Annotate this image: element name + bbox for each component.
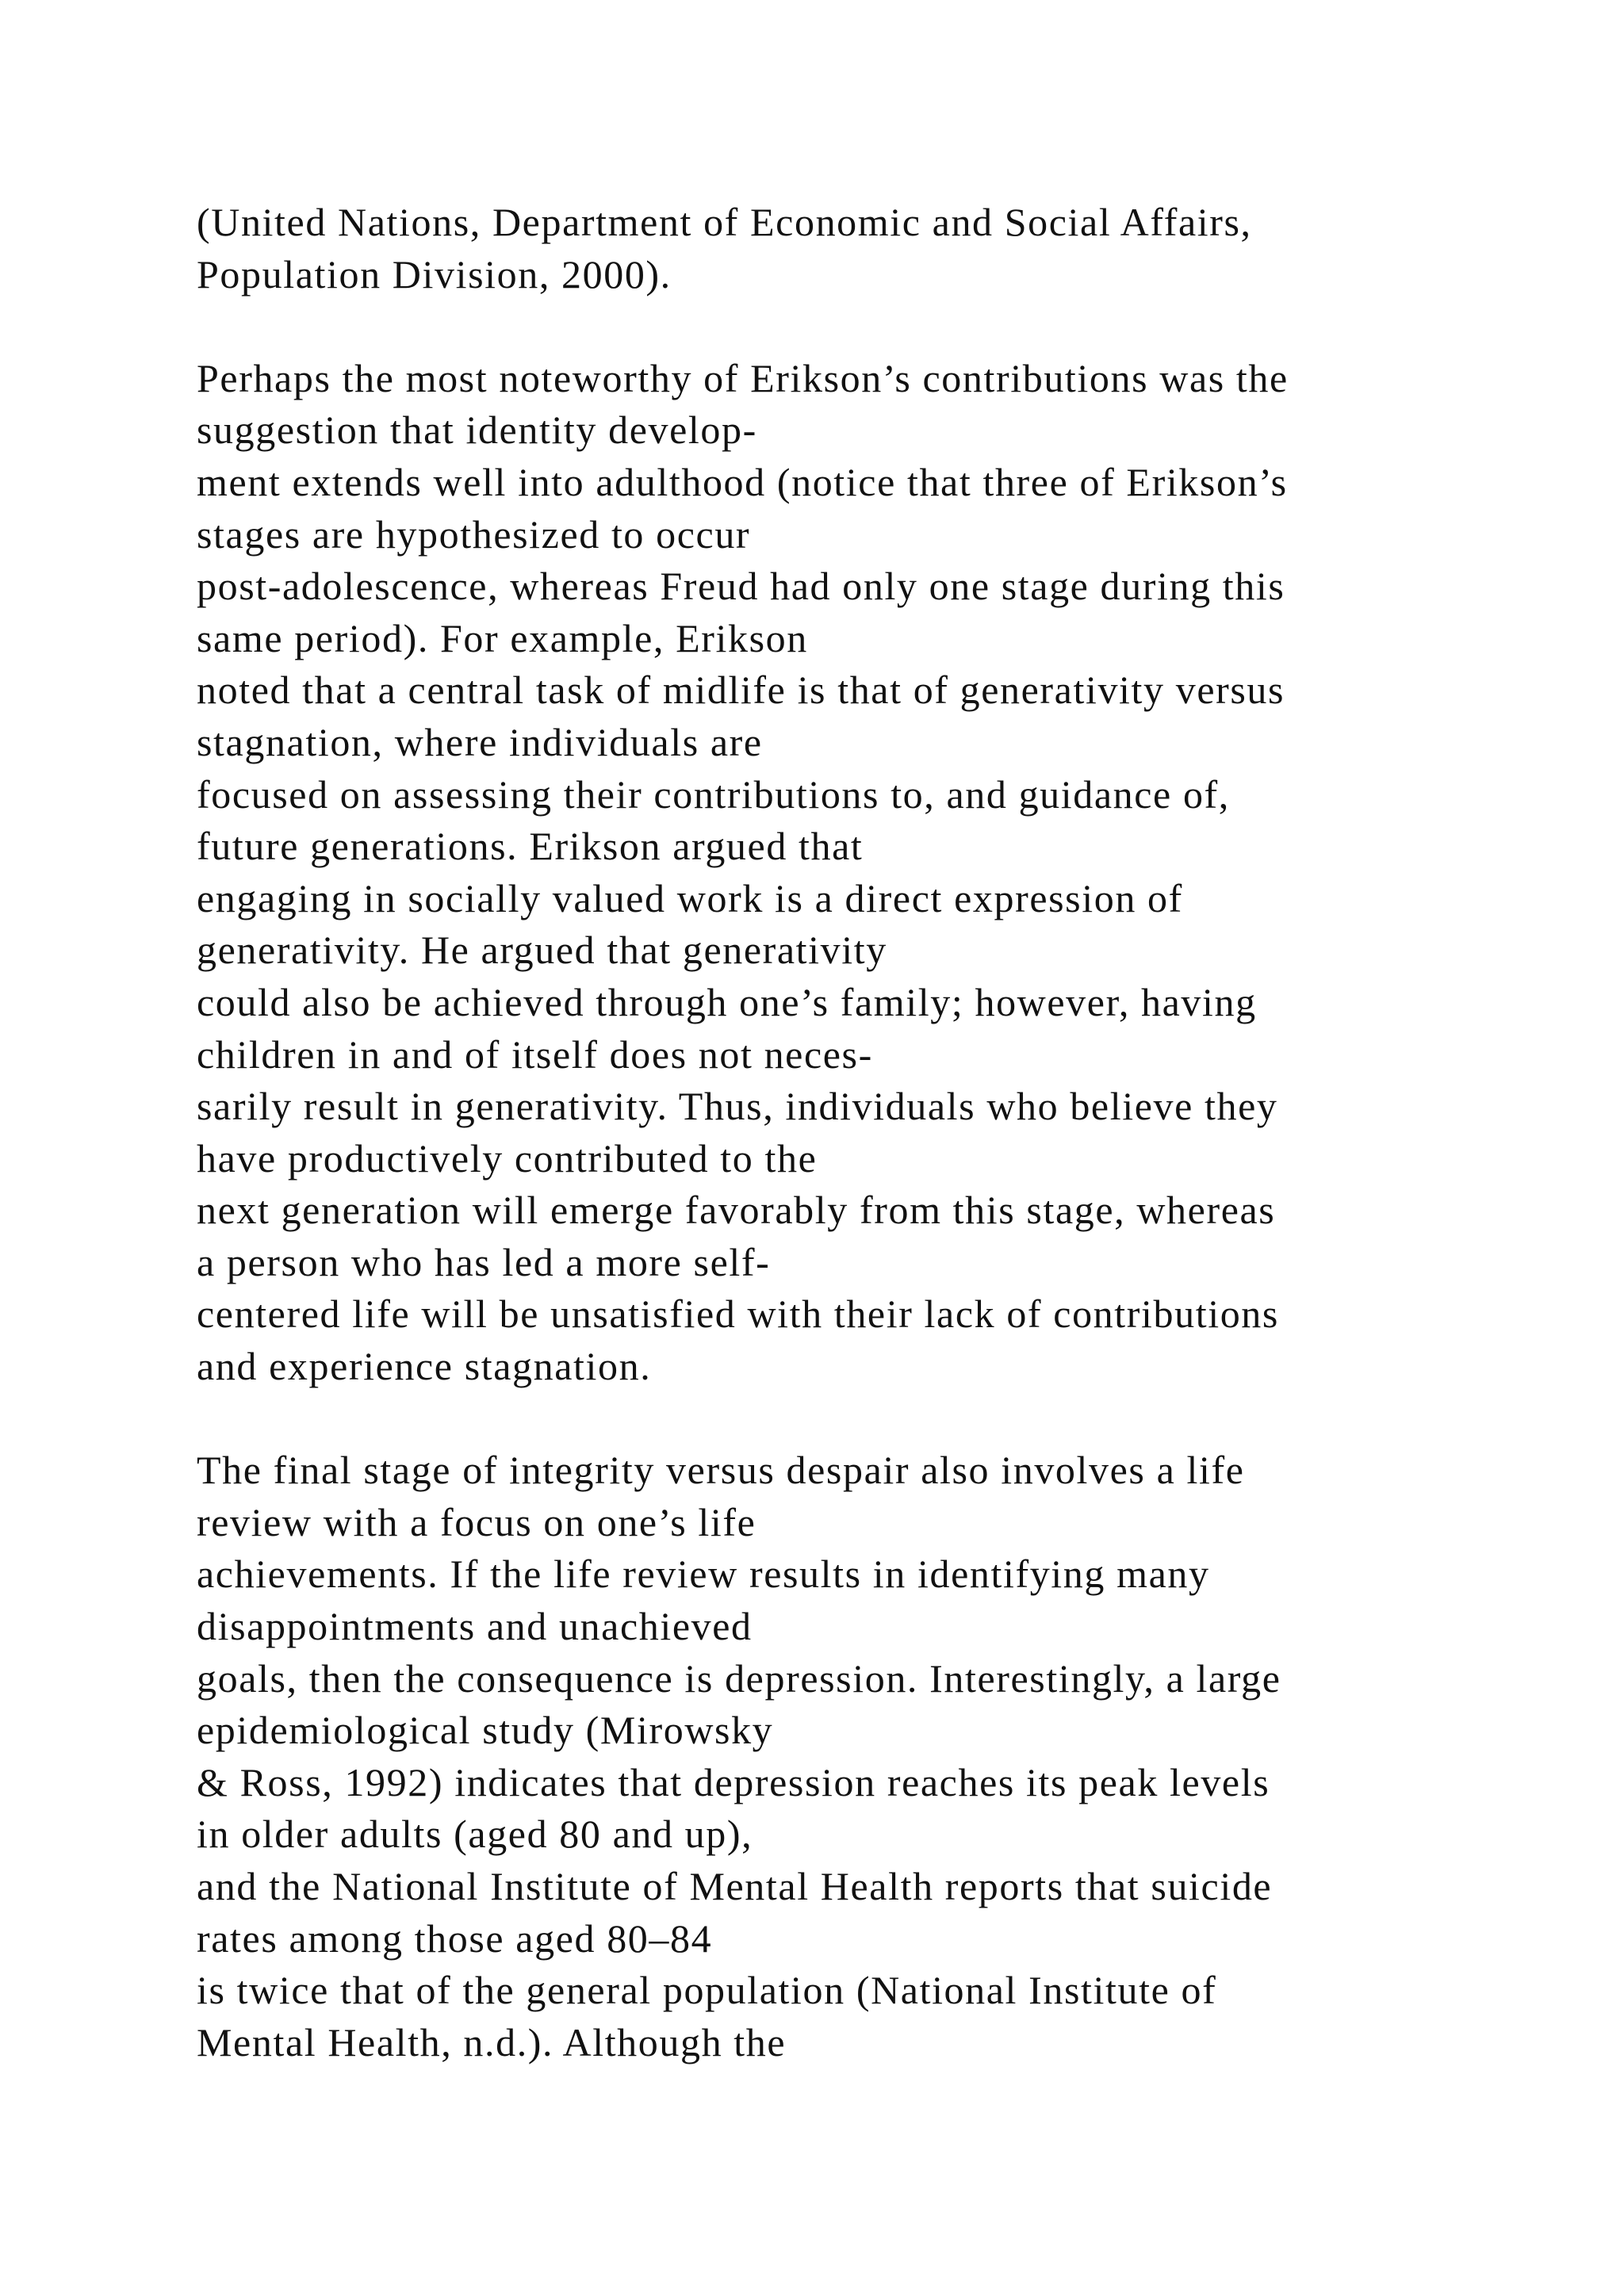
text-line: (United Nations, Department of Economic and Social Affairs, [197, 200, 1252, 244]
text-line: future generations. Erikson argued that [197, 824, 864, 869]
text-line: stagnation, where individuals are [197, 719, 763, 764]
text-line: and experience stagnation. [197, 1344, 652, 1389]
text-line: is twice that of the general population (National Institute of [197, 1968, 1217, 2013]
text-line: ment extends well into adulthood (notice that three of Erikson’s [197, 459, 1288, 504]
text-line: review with a focus on one’s life [197, 1499, 756, 1544]
text-line: focused on assessing their contributions to, and guidance of, [197, 771, 1230, 817]
text-line: a person who has led a more self- [197, 1239, 771, 1284]
text-line: rates among those aged 80–84 [197, 1915, 713, 1961]
paragraph [197, 353, 1497, 1393]
text-line: The final stage of integrity versus despair also involves a life [197, 1448, 1245, 1493]
text-line: and the National Institute of Mental Health reports that suicide [197, 1864, 1273, 1908]
text-line: Mental Health, n.d.). Although the [197, 2019, 787, 2064]
text-line: in older adults (aged 80 and up), [197, 1812, 753, 1857]
paragraph [197, 197, 1497, 300]
text-line: disappointments and unachieved [197, 1604, 753, 1649]
text-line: Perhaps the most noteworthy of Erikson’s contributions was the [197, 355, 1289, 400]
text-line: noted that a central task of midlife is that of generativity versus [197, 668, 1285, 713]
text-line: goals, then the consequence is depression. Interestingly, a large [197, 1655, 1281, 1701]
text-line: achievements. If the life review results in identifying many [197, 1552, 1210, 1597]
text-line: next generation will emerge favorably from this stage, whereas [197, 1188, 1276, 1233]
text-line: centered life will be unsatisfied with their lack of contributions [197, 1292, 1279, 1337]
text-line: stages are hypothesized to occur [197, 511, 751, 557]
paragraph [197, 1445, 1497, 2068]
text-line: & Ross, 1992) indicates that depression reaches its peak levels [197, 1759, 1270, 1804]
text-line: generativity. He argued that generativity [197, 928, 887, 973]
text-line: have productively contributed to the [197, 1135, 818, 1181]
text-line: post-adolescence, whereas Freud had only one stage during this [197, 564, 1285, 609]
paragraph-gap [197, 300, 1497, 353]
text-line: suggestion that identity develop- [197, 408, 757, 453]
text-line: children in and of itself does not neces- [197, 1031, 873, 1077]
text-line: engaging in socially valued work is a direct expression of [197, 875, 1183, 920]
text-line: Population Division, 2000). [197, 251, 672, 297]
document-body [197, 197, 1497, 2068]
text-line: same period). For example, Erikson [197, 615, 808, 660]
text-line: sarily result in generativity. Thus, individuals who believe they [197, 1084, 1278, 1129]
text-line: could also be achieved through one’s family; however, having [197, 979, 1257, 1024]
paragraph-gap [197, 1393, 1497, 1445]
text-line: epidemiological study (Mirowsky [197, 1708, 774, 1753]
